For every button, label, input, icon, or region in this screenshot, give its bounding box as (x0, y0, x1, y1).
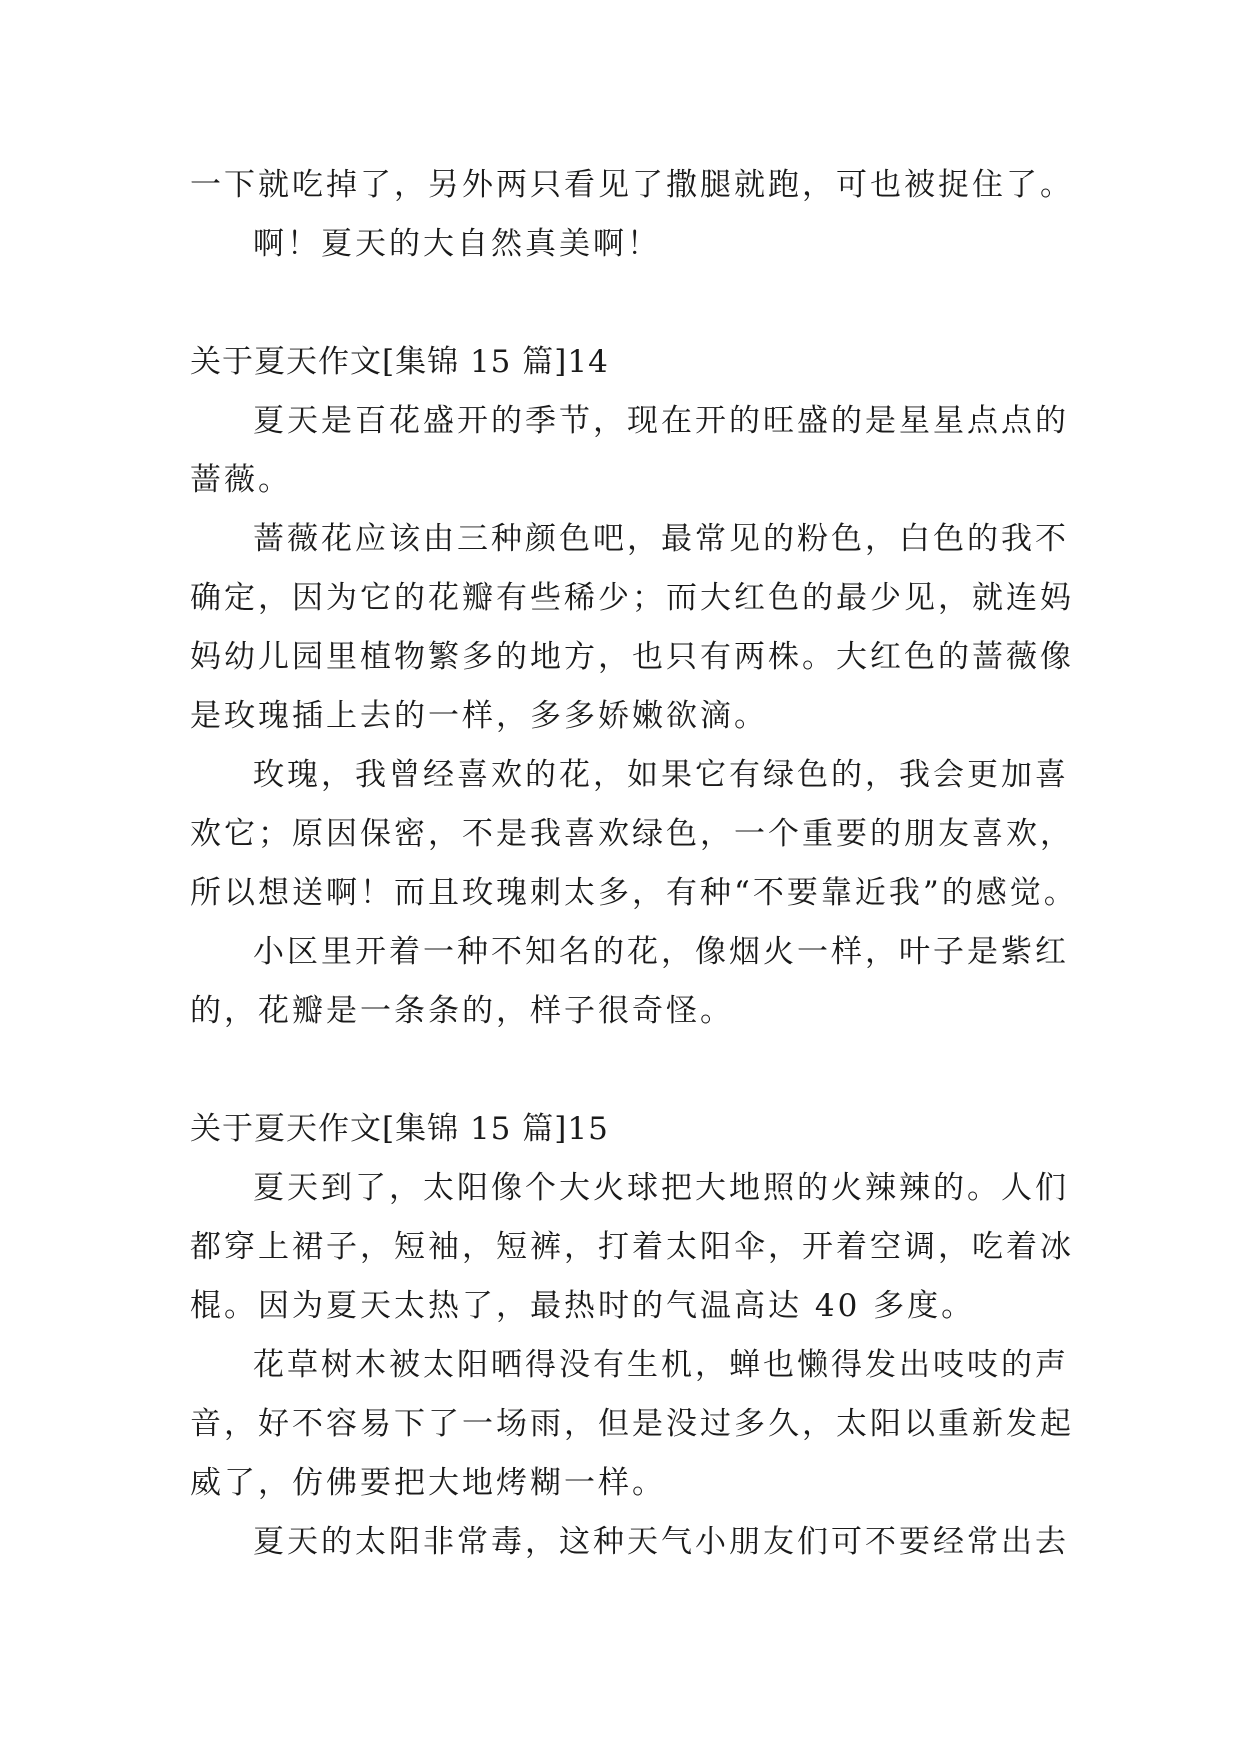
text-line: 妈幼儿园里植物繁多的地方，也只有两株。大红色的蔷薇像 (190, 639, 1074, 675)
text-line: 一下就吃掉了，另外两只看见了撒腿就跑，可也被捉住了。 (190, 167, 1074, 203)
text-line: 威了，仿佛要把大地烤糊一样。 (190, 1465, 666, 1501)
text-line: 是玫瑰插上去的一样，多多娇嫩欲滴。 (190, 698, 768, 734)
text-line: 蔷薇花应该由三种颜色吧，最常见的粉色，白色的我不 (253, 521, 1069, 557)
text-line: 啊！夏天的大自然真美啊！ (253, 226, 661, 262)
text-line: 花草树木被太阳晒得没有生机，蝉也懒得发出吱吱的声 (253, 1347, 1069, 1383)
text-line: 玫瑰，我曾经喜欢的花，如果它有绿色的，我会更加喜 (253, 757, 1069, 793)
text-line: 夏天的太阳非常毒，这种天气小朋友们可不要经常出去 (253, 1524, 1069, 1560)
text-line: 确定，因为它的花瓣有些稀少；而大红色的最少见，就连妈 (190, 580, 1074, 616)
text-line: 棍。因为夏天太热了，最热时的气温高达 40 多度。 (190, 1288, 976, 1324)
text-line: 小区里开着一种不知名的花，像烟火一样，叶子是紫红 (253, 934, 1069, 970)
section-heading: 关于夏天作文[集锦 15 篇]15 (190, 1111, 609, 1147)
text-line: 欢它；原因保密，不是我喜欢绿色，一个重要的朋友喜欢， (190, 816, 1074, 852)
text-line: 的，花瓣是一条条的，样子很奇怪。 (190, 993, 734, 1029)
text-line: 蔷薇。 (190, 462, 292, 498)
text-line: 夏天是百花盛开的季节，现在开的旺盛的是星星点点的 (253, 403, 1069, 439)
section-heading: 关于夏天作文[集锦 15 篇]14 (190, 344, 609, 380)
text-line: 都穿上裙子，短袖，短裤，打着太阳伞，开着空调，吃着冰 (190, 1229, 1074, 1265)
text-line: 所以想送啊！而且玫瑰刺太多，有种“不要靠近我”的感觉。 (190, 875, 1078, 911)
text-line: 夏天到了，太阳像个大火球把大地照的火辣辣的。人们 (253, 1170, 1069, 1206)
text-line: 音，好不容易下了一场雨，但是没过多久，太阳以重新发起 (190, 1406, 1074, 1442)
